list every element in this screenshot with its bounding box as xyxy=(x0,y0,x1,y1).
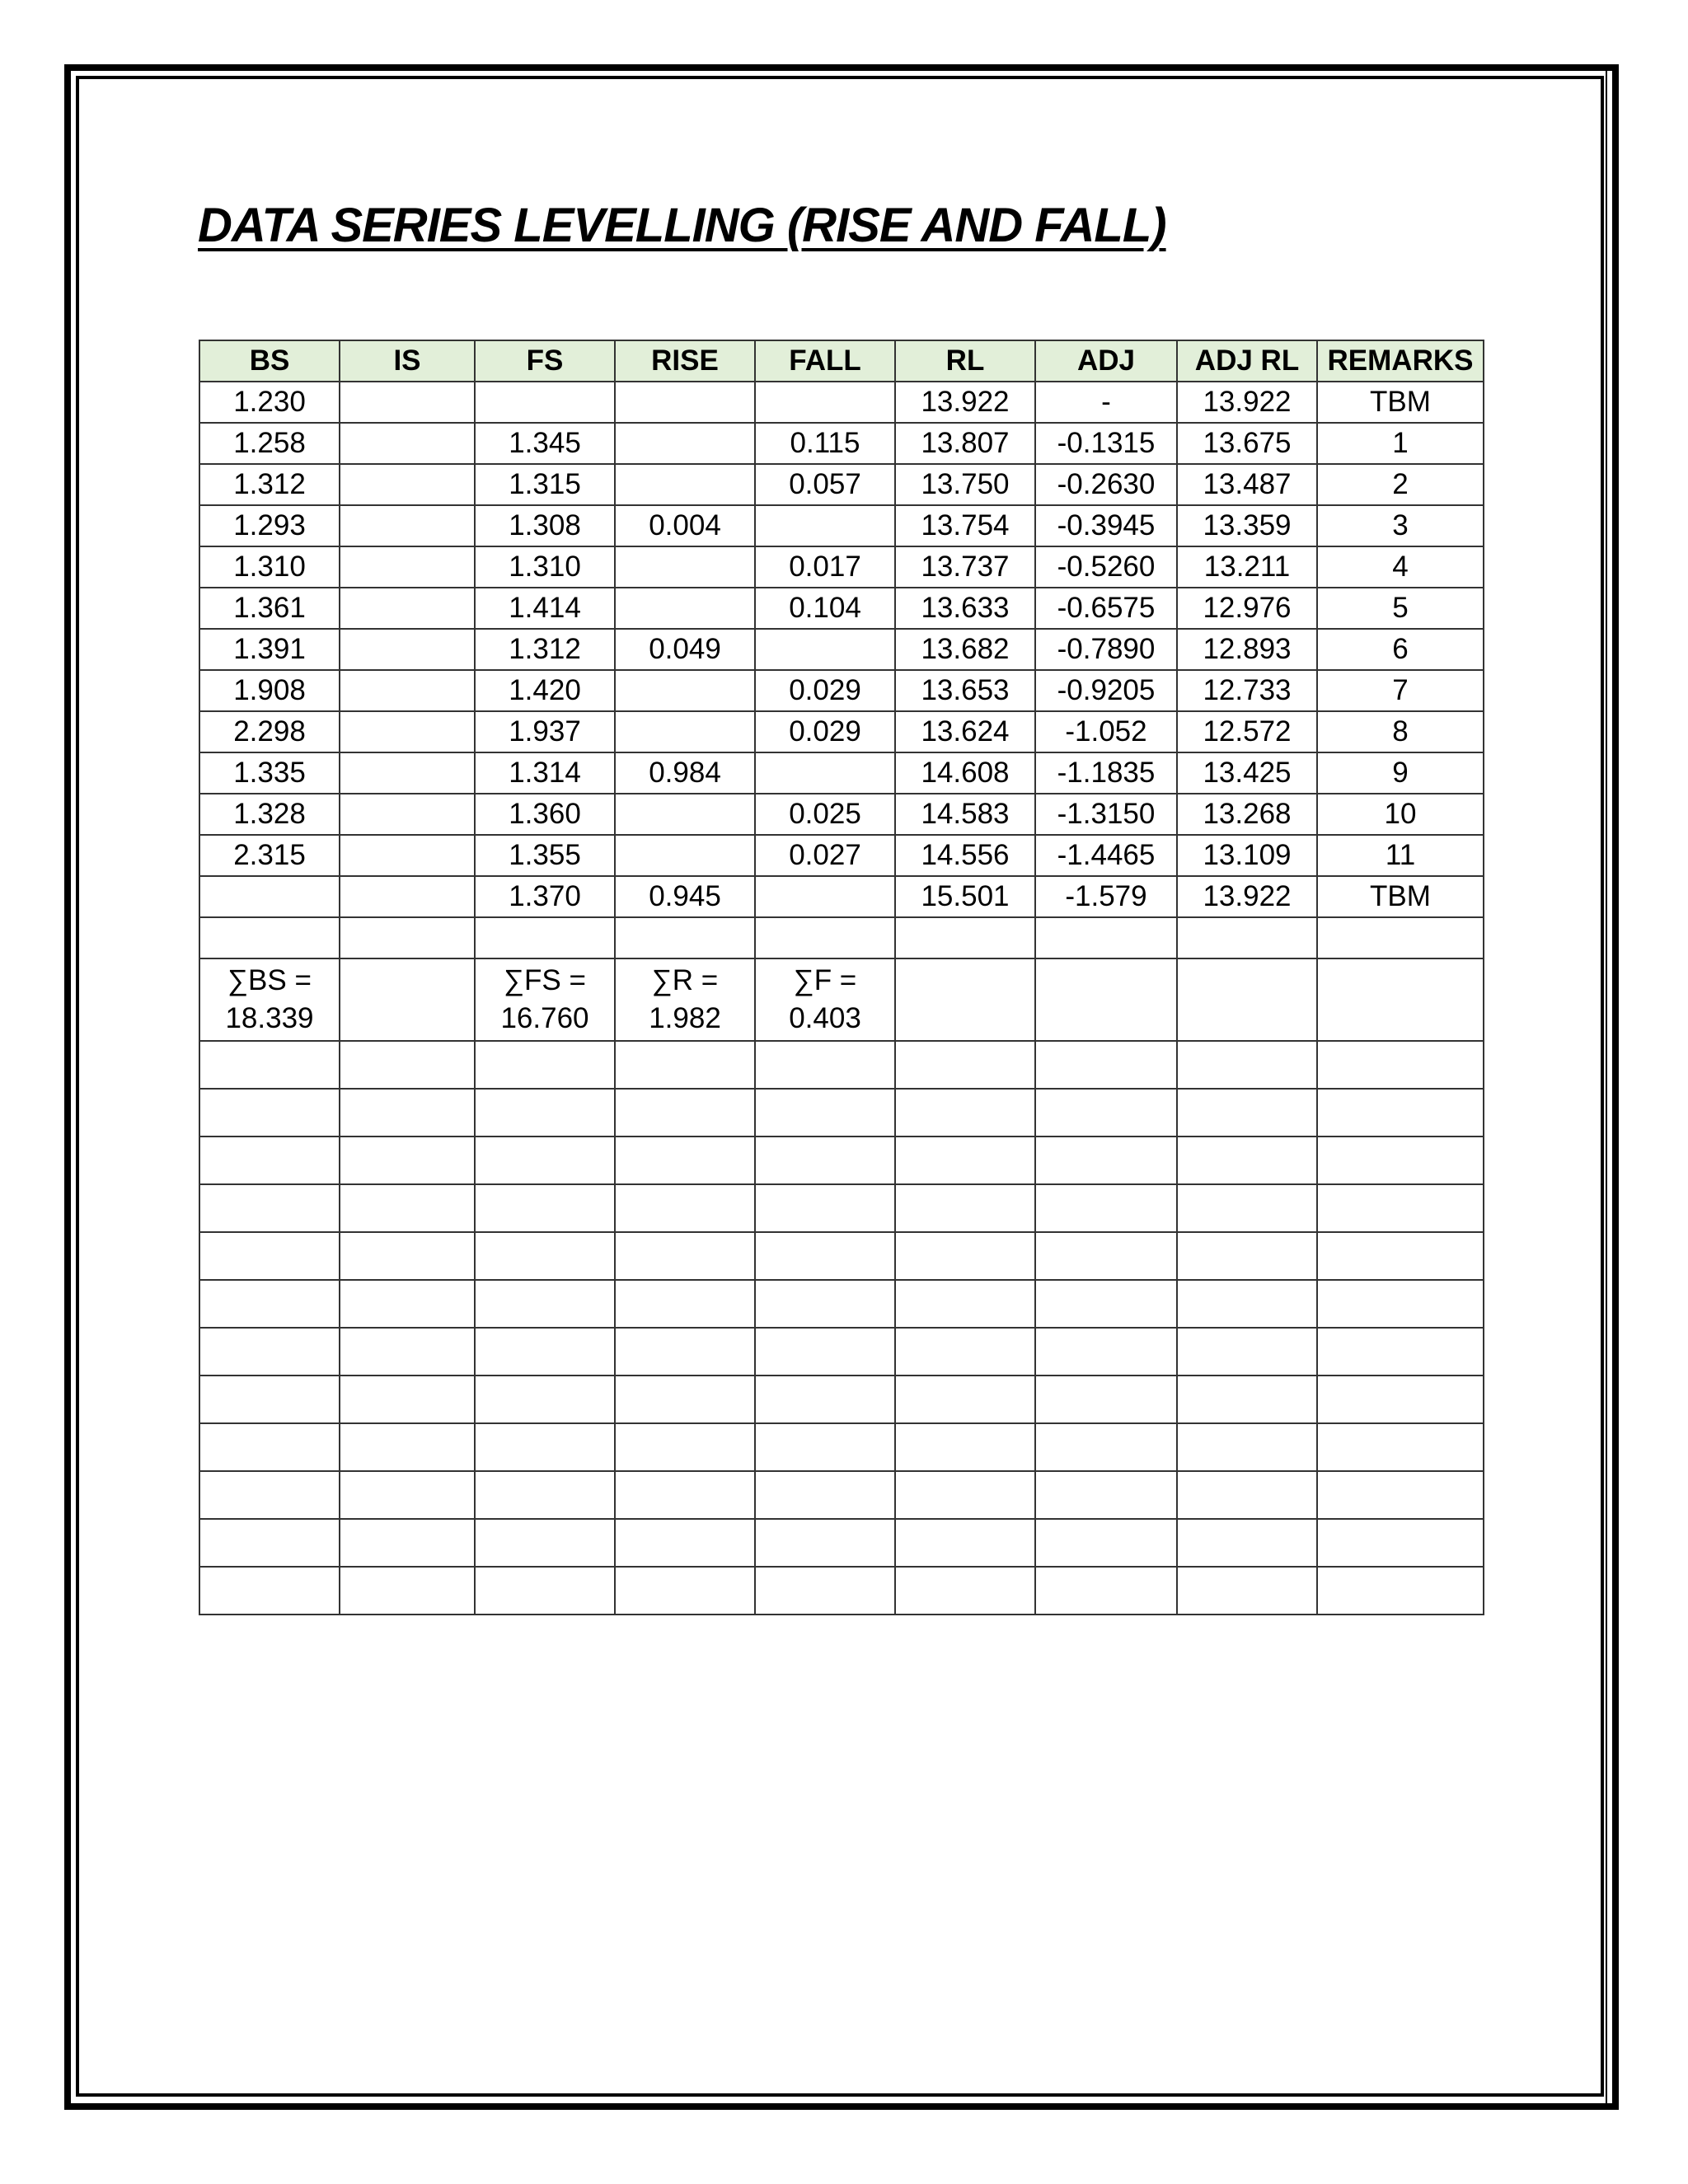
table-cell: -0.5260 xyxy=(1035,546,1177,588)
table-cell xyxy=(199,1423,340,1471)
table-cell: 15.501 xyxy=(895,876,1035,917)
table-cell xyxy=(615,1232,755,1280)
table-cell xyxy=(1177,1137,1317,1184)
table-cell xyxy=(615,464,755,505)
table-cell xyxy=(340,1519,475,1567)
table-cell xyxy=(1317,1471,1484,1519)
table-cell: -0.1315 xyxy=(1035,423,1177,464)
table-cell xyxy=(340,588,475,629)
table-cell xyxy=(1035,1041,1177,1089)
table-cell xyxy=(340,1041,475,1089)
table-cell: 13.675 xyxy=(1177,423,1317,464)
table-row xyxy=(199,752,1484,794)
table-cell xyxy=(199,1567,340,1615)
table-cell xyxy=(340,958,475,1041)
table-cell xyxy=(340,917,475,958)
table-cell xyxy=(615,1184,755,1232)
table-cell: 1.355 xyxy=(475,835,615,876)
table-cell: 13.425 xyxy=(1177,752,1317,794)
table-cell xyxy=(1177,958,1317,1041)
table-cell: 3 xyxy=(1317,505,1484,546)
sum-bs-cell xyxy=(199,958,340,1041)
table-cell xyxy=(199,1471,340,1519)
table-cell: TBM xyxy=(1317,876,1484,917)
table-cell xyxy=(340,835,475,876)
table-cell xyxy=(895,1471,1035,1519)
table-cell xyxy=(615,1423,755,1471)
table-cell xyxy=(755,382,895,423)
table-cell: 1.391 xyxy=(199,629,340,670)
table-cell xyxy=(1177,1280,1317,1328)
table-cell: 13.737 xyxy=(895,546,1035,588)
table-cell: 1.308 xyxy=(475,505,615,546)
table-cell xyxy=(1317,1041,1484,1089)
table-cell: 1.414 xyxy=(475,588,615,629)
table-cell: 7 xyxy=(1317,670,1484,711)
table-row xyxy=(199,711,1484,752)
empty-row xyxy=(199,1376,1484,1423)
table-cell xyxy=(475,1184,615,1232)
table-cell: 9 xyxy=(1317,752,1484,794)
table-cell xyxy=(475,917,615,958)
table-cell: 12.893 xyxy=(1177,629,1317,670)
table-cell xyxy=(340,711,475,752)
header-rl: RL xyxy=(895,340,1035,382)
table-cell: 13.922 xyxy=(1177,876,1317,917)
table-cell: 8 xyxy=(1317,711,1484,752)
table-cell: 13.268 xyxy=(1177,794,1317,835)
table-cell: 1.361 xyxy=(199,588,340,629)
table-cell xyxy=(755,1184,895,1232)
empty-row xyxy=(199,1041,1484,1089)
page-border-right-line xyxy=(1606,71,1611,2110)
table-cell xyxy=(340,1376,475,1423)
sum-bs-value: 18.339 xyxy=(225,1002,314,1034)
table-row xyxy=(199,835,1484,876)
table-cell: -0.6575 xyxy=(1035,588,1177,629)
sum-rise-label: ∑R = xyxy=(651,964,719,996)
table-cell xyxy=(755,1471,895,1519)
table-cell xyxy=(199,1089,340,1137)
table-cell: 1.230 xyxy=(199,382,340,423)
table-cell xyxy=(1177,1089,1317,1137)
table-cell xyxy=(199,1137,340,1184)
table-cell xyxy=(340,423,475,464)
table-cell: 1.360 xyxy=(475,794,615,835)
header-rise: RISE xyxy=(615,340,755,382)
table-cell xyxy=(340,1567,475,1615)
table-cell xyxy=(340,794,475,835)
table-cell xyxy=(615,588,755,629)
table-cell xyxy=(1177,1184,1317,1232)
table-cell xyxy=(895,917,1035,958)
table-cell xyxy=(755,1089,895,1137)
table-cell xyxy=(1177,917,1317,958)
table-cell: 0.027 xyxy=(755,835,895,876)
table-cell xyxy=(475,1376,615,1423)
table-cell xyxy=(340,1232,475,1280)
table-cell: 4 xyxy=(1317,546,1484,588)
table-cell xyxy=(1035,1567,1177,1615)
table-cell xyxy=(340,546,475,588)
table-cell xyxy=(475,1041,615,1089)
sum-fall-cell xyxy=(755,958,895,1041)
table-cell: 1.310 xyxy=(475,546,615,588)
table-cell: -1.4465 xyxy=(1035,835,1177,876)
header-fs: FS xyxy=(475,340,615,382)
header-adj-rl: ADJ RL xyxy=(1177,340,1317,382)
table-cell xyxy=(340,876,475,917)
table-cell: 1.314 xyxy=(475,752,615,794)
empty-row xyxy=(199,917,1484,958)
table-cell xyxy=(895,1137,1035,1184)
table-cell: 2.315 xyxy=(199,835,340,876)
table-cell xyxy=(1035,1280,1177,1328)
table-row xyxy=(199,505,1484,546)
table-cell xyxy=(475,1232,615,1280)
table-cell xyxy=(1317,1423,1484,1471)
table-cell: -1.579 xyxy=(1035,876,1177,917)
table-cell xyxy=(615,1519,755,1567)
table-cell xyxy=(475,1137,615,1184)
table-cell xyxy=(615,917,755,958)
table-cell xyxy=(340,464,475,505)
table-cell: 14.583 xyxy=(895,794,1035,835)
empty-row xyxy=(199,1232,1484,1280)
table-cell: 0.057 xyxy=(755,464,895,505)
table-cell xyxy=(615,1041,755,1089)
table-cell xyxy=(615,835,755,876)
table-cell xyxy=(1035,958,1177,1041)
table-cell xyxy=(895,958,1035,1041)
levelling-table xyxy=(199,340,1484,1615)
table-cell xyxy=(1177,1376,1317,1423)
table-cell xyxy=(1035,917,1177,958)
table-cell: 13.754 xyxy=(895,505,1035,546)
table-row xyxy=(199,423,1484,464)
table-cell: 6 xyxy=(1317,629,1484,670)
table-cell: TBM xyxy=(1317,382,1484,423)
table-cell xyxy=(340,1089,475,1137)
table-cell xyxy=(895,1280,1035,1328)
table-cell xyxy=(755,752,895,794)
table-cell xyxy=(755,917,895,958)
table-cell xyxy=(1317,1137,1484,1184)
table-cell: 13.633 xyxy=(895,588,1035,629)
table-cell: 0.004 xyxy=(615,505,755,546)
table-cell: 1.370 xyxy=(475,876,615,917)
table-cell: 0.049 xyxy=(615,629,755,670)
table-cell: -1.3150 xyxy=(1035,794,1177,835)
table-cell xyxy=(1035,1089,1177,1137)
table-cell xyxy=(615,1280,755,1328)
table-cell xyxy=(199,1328,340,1376)
sum-rise-cell xyxy=(615,958,755,1041)
table-cell: -1.1835 xyxy=(1035,752,1177,794)
table-cell xyxy=(1177,1328,1317,1376)
table-cell: 11 xyxy=(1317,835,1484,876)
table-cell: 0.025 xyxy=(755,794,895,835)
table-cell xyxy=(340,1137,475,1184)
table-cell xyxy=(615,1137,755,1184)
table-cell: 0.115 xyxy=(755,423,895,464)
table-cell xyxy=(340,1184,475,1232)
table-row xyxy=(199,629,1484,670)
table-cell xyxy=(475,1423,615,1471)
table-cell xyxy=(755,1328,895,1376)
table-cell: 1.310 xyxy=(199,546,340,588)
table-cell: 0.104 xyxy=(755,588,895,629)
header-fall: FALL xyxy=(755,340,895,382)
table-cell xyxy=(1177,1567,1317,1615)
table-cell xyxy=(340,1328,475,1376)
table-cell xyxy=(1317,1280,1484,1328)
sum-fall-label: ∑F = xyxy=(793,964,857,996)
table-cell: 2 xyxy=(1317,464,1484,505)
table-cell xyxy=(1177,1232,1317,1280)
table-cell xyxy=(1177,1519,1317,1567)
table-cell xyxy=(1177,1041,1317,1089)
table-cell xyxy=(199,1232,340,1280)
table-cell xyxy=(615,1376,755,1423)
empty-row xyxy=(199,1328,1484,1376)
table-cell xyxy=(895,1423,1035,1471)
table-cell xyxy=(1317,917,1484,958)
table-cell xyxy=(615,794,755,835)
document-title: DATA SERIES LEVELLING (RISE AND FALL) xyxy=(198,199,1166,252)
table-cell xyxy=(895,1567,1035,1615)
empty-row xyxy=(199,1137,1484,1184)
table-cell xyxy=(1035,1137,1177,1184)
table-cell xyxy=(475,1089,615,1137)
table-cell xyxy=(475,1471,615,1519)
empty-row xyxy=(199,1184,1484,1232)
table-cell: 12.733 xyxy=(1177,670,1317,711)
table-cell xyxy=(755,876,895,917)
table-cell xyxy=(1035,1232,1177,1280)
table-row xyxy=(199,588,1484,629)
table-cell xyxy=(615,382,755,423)
sum-bs-label: ∑BS = xyxy=(227,964,312,996)
table-cell: 2.298 xyxy=(199,711,340,752)
table-cell xyxy=(1317,1232,1484,1280)
header-adj: ADJ xyxy=(1035,340,1177,382)
table-cell xyxy=(895,1041,1035,1089)
table-cell xyxy=(755,1376,895,1423)
table-cell xyxy=(1035,1471,1177,1519)
empty-row xyxy=(199,1567,1484,1615)
table-cell xyxy=(755,629,895,670)
table-cell: 0.029 xyxy=(755,711,895,752)
table-cell xyxy=(755,1232,895,1280)
sum-fall-value: 0.403 xyxy=(789,1002,861,1034)
table-cell: 0.029 xyxy=(755,670,895,711)
table-cell xyxy=(1177,1471,1317,1519)
table-cell xyxy=(895,1328,1035,1376)
table-cell xyxy=(615,1471,755,1519)
table-row xyxy=(199,794,1484,835)
table-cell: 5 xyxy=(1317,588,1484,629)
table-cell: 13.653 xyxy=(895,670,1035,711)
table-cell: 14.608 xyxy=(895,752,1035,794)
table-cell xyxy=(1317,1376,1484,1423)
table-cell: 13.922 xyxy=(1177,382,1317,423)
table-cell: 12.572 xyxy=(1177,711,1317,752)
table-cell: 13.922 xyxy=(895,382,1035,423)
sum-fs-label: ∑FS = xyxy=(504,964,586,996)
table-cell xyxy=(755,1519,895,1567)
table-cell: 13.109 xyxy=(1177,835,1317,876)
table-cell: 1.315 xyxy=(475,464,615,505)
table-cell: 1.312 xyxy=(199,464,340,505)
header-bs: BS xyxy=(199,340,340,382)
table-cell xyxy=(755,1280,895,1328)
table-cell: - xyxy=(1035,382,1177,423)
table-cell xyxy=(1317,1184,1484,1232)
table-cell xyxy=(340,505,475,546)
sum-rise-value: 1.982 xyxy=(649,1002,721,1034)
header-is: IS xyxy=(340,340,475,382)
table-cell: 10 xyxy=(1317,794,1484,835)
table-cell xyxy=(1317,1328,1484,1376)
table-cell: 1.258 xyxy=(199,423,340,464)
table-cell: 1.312 xyxy=(475,629,615,670)
table-row xyxy=(199,546,1484,588)
table-cell xyxy=(615,1089,755,1137)
table-cell xyxy=(895,1184,1035,1232)
table-cell xyxy=(199,1280,340,1328)
table-cell xyxy=(615,423,755,464)
table-cell xyxy=(1317,1519,1484,1567)
table-cell xyxy=(1035,1328,1177,1376)
table-cell xyxy=(755,1041,895,1089)
sum-fs-value: 16.760 xyxy=(500,1002,589,1034)
table-cell: 1.293 xyxy=(199,505,340,546)
empty-row xyxy=(199,1423,1484,1471)
table-cell: 13.211 xyxy=(1177,546,1317,588)
table-cell xyxy=(1317,1089,1484,1137)
table-cell xyxy=(615,546,755,588)
table-cell xyxy=(615,711,755,752)
table-cell xyxy=(615,1567,755,1615)
table-cell xyxy=(1035,1423,1177,1471)
table-cell xyxy=(199,1041,340,1089)
table-cell: 1.937 xyxy=(475,711,615,752)
table-cell: 12.976 xyxy=(1177,588,1317,629)
table-cell: 13.624 xyxy=(895,711,1035,752)
table-cell: 1.328 xyxy=(199,794,340,835)
table-cell: 13.682 xyxy=(895,629,1035,670)
table-cell: 13.359 xyxy=(1177,505,1317,546)
table-cell xyxy=(755,505,895,546)
table-cell xyxy=(895,1232,1035,1280)
table-cell xyxy=(895,1089,1035,1137)
table-cell: 1.420 xyxy=(475,670,615,711)
table-cell xyxy=(475,1328,615,1376)
table-body xyxy=(199,382,1484,1615)
table-cell: 0.017 xyxy=(755,546,895,588)
table-cell xyxy=(199,917,340,958)
table-cell: 13.807 xyxy=(895,423,1035,464)
table-cell: -0.9205 xyxy=(1035,670,1177,711)
table-cell xyxy=(340,629,475,670)
table-cell xyxy=(755,1567,895,1615)
empty-row xyxy=(199,1280,1484,1328)
empty-row xyxy=(199,1519,1484,1567)
table-cell xyxy=(1035,1376,1177,1423)
header-row xyxy=(199,340,1484,382)
sum-row xyxy=(199,958,1484,1041)
table-cell xyxy=(755,1423,895,1471)
table-row xyxy=(199,382,1484,423)
table-cell xyxy=(199,1376,340,1423)
table-cell: -0.2630 xyxy=(1035,464,1177,505)
table-row xyxy=(199,876,1484,917)
table-cell xyxy=(340,1471,475,1519)
table-cell xyxy=(340,1423,475,1471)
table-cell: -0.3945 xyxy=(1035,505,1177,546)
empty-row xyxy=(199,1089,1484,1137)
table-cell: 14.556 xyxy=(895,835,1035,876)
table-cell xyxy=(895,1519,1035,1567)
table-cell: -1.052 xyxy=(1035,711,1177,752)
table-cell xyxy=(1177,1423,1317,1471)
table-cell xyxy=(475,1519,615,1567)
table-row xyxy=(199,670,1484,711)
table-cell xyxy=(340,752,475,794)
table-cell xyxy=(340,382,475,423)
table-cell xyxy=(199,1519,340,1567)
table-cell xyxy=(340,670,475,711)
table-cell xyxy=(475,1280,615,1328)
table-cell xyxy=(1035,1184,1177,1232)
table-cell xyxy=(895,1376,1035,1423)
table-cell: 1.908 xyxy=(199,670,340,711)
table-cell xyxy=(1317,958,1484,1041)
sum-fs-cell xyxy=(475,958,615,1041)
empty-row xyxy=(199,1471,1484,1519)
table-cell xyxy=(1035,1519,1177,1567)
table-cell: 0.984 xyxy=(615,752,755,794)
table-cell: 1 xyxy=(1317,423,1484,464)
table-cell xyxy=(755,1137,895,1184)
table-cell xyxy=(1317,1567,1484,1615)
table-cell xyxy=(340,1280,475,1328)
header-remarks: REMARKS xyxy=(1317,340,1484,382)
table-row xyxy=(199,464,1484,505)
table-cell: 13.487 xyxy=(1177,464,1317,505)
table-cell xyxy=(615,1328,755,1376)
table-cell: 0.945 xyxy=(615,876,755,917)
table-cell xyxy=(475,382,615,423)
table-cell: 1.335 xyxy=(199,752,340,794)
table-cell: 1.345 xyxy=(475,423,615,464)
table-cell xyxy=(615,670,755,711)
table-cell xyxy=(199,876,340,917)
table-cell: 13.750 xyxy=(895,464,1035,505)
table-cell xyxy=(475,1567,615,1615)
table-cell: -0.7890 xyxy=(1035,629,1177,670)
table-cell xyxy=(199,1184,340,1232)
